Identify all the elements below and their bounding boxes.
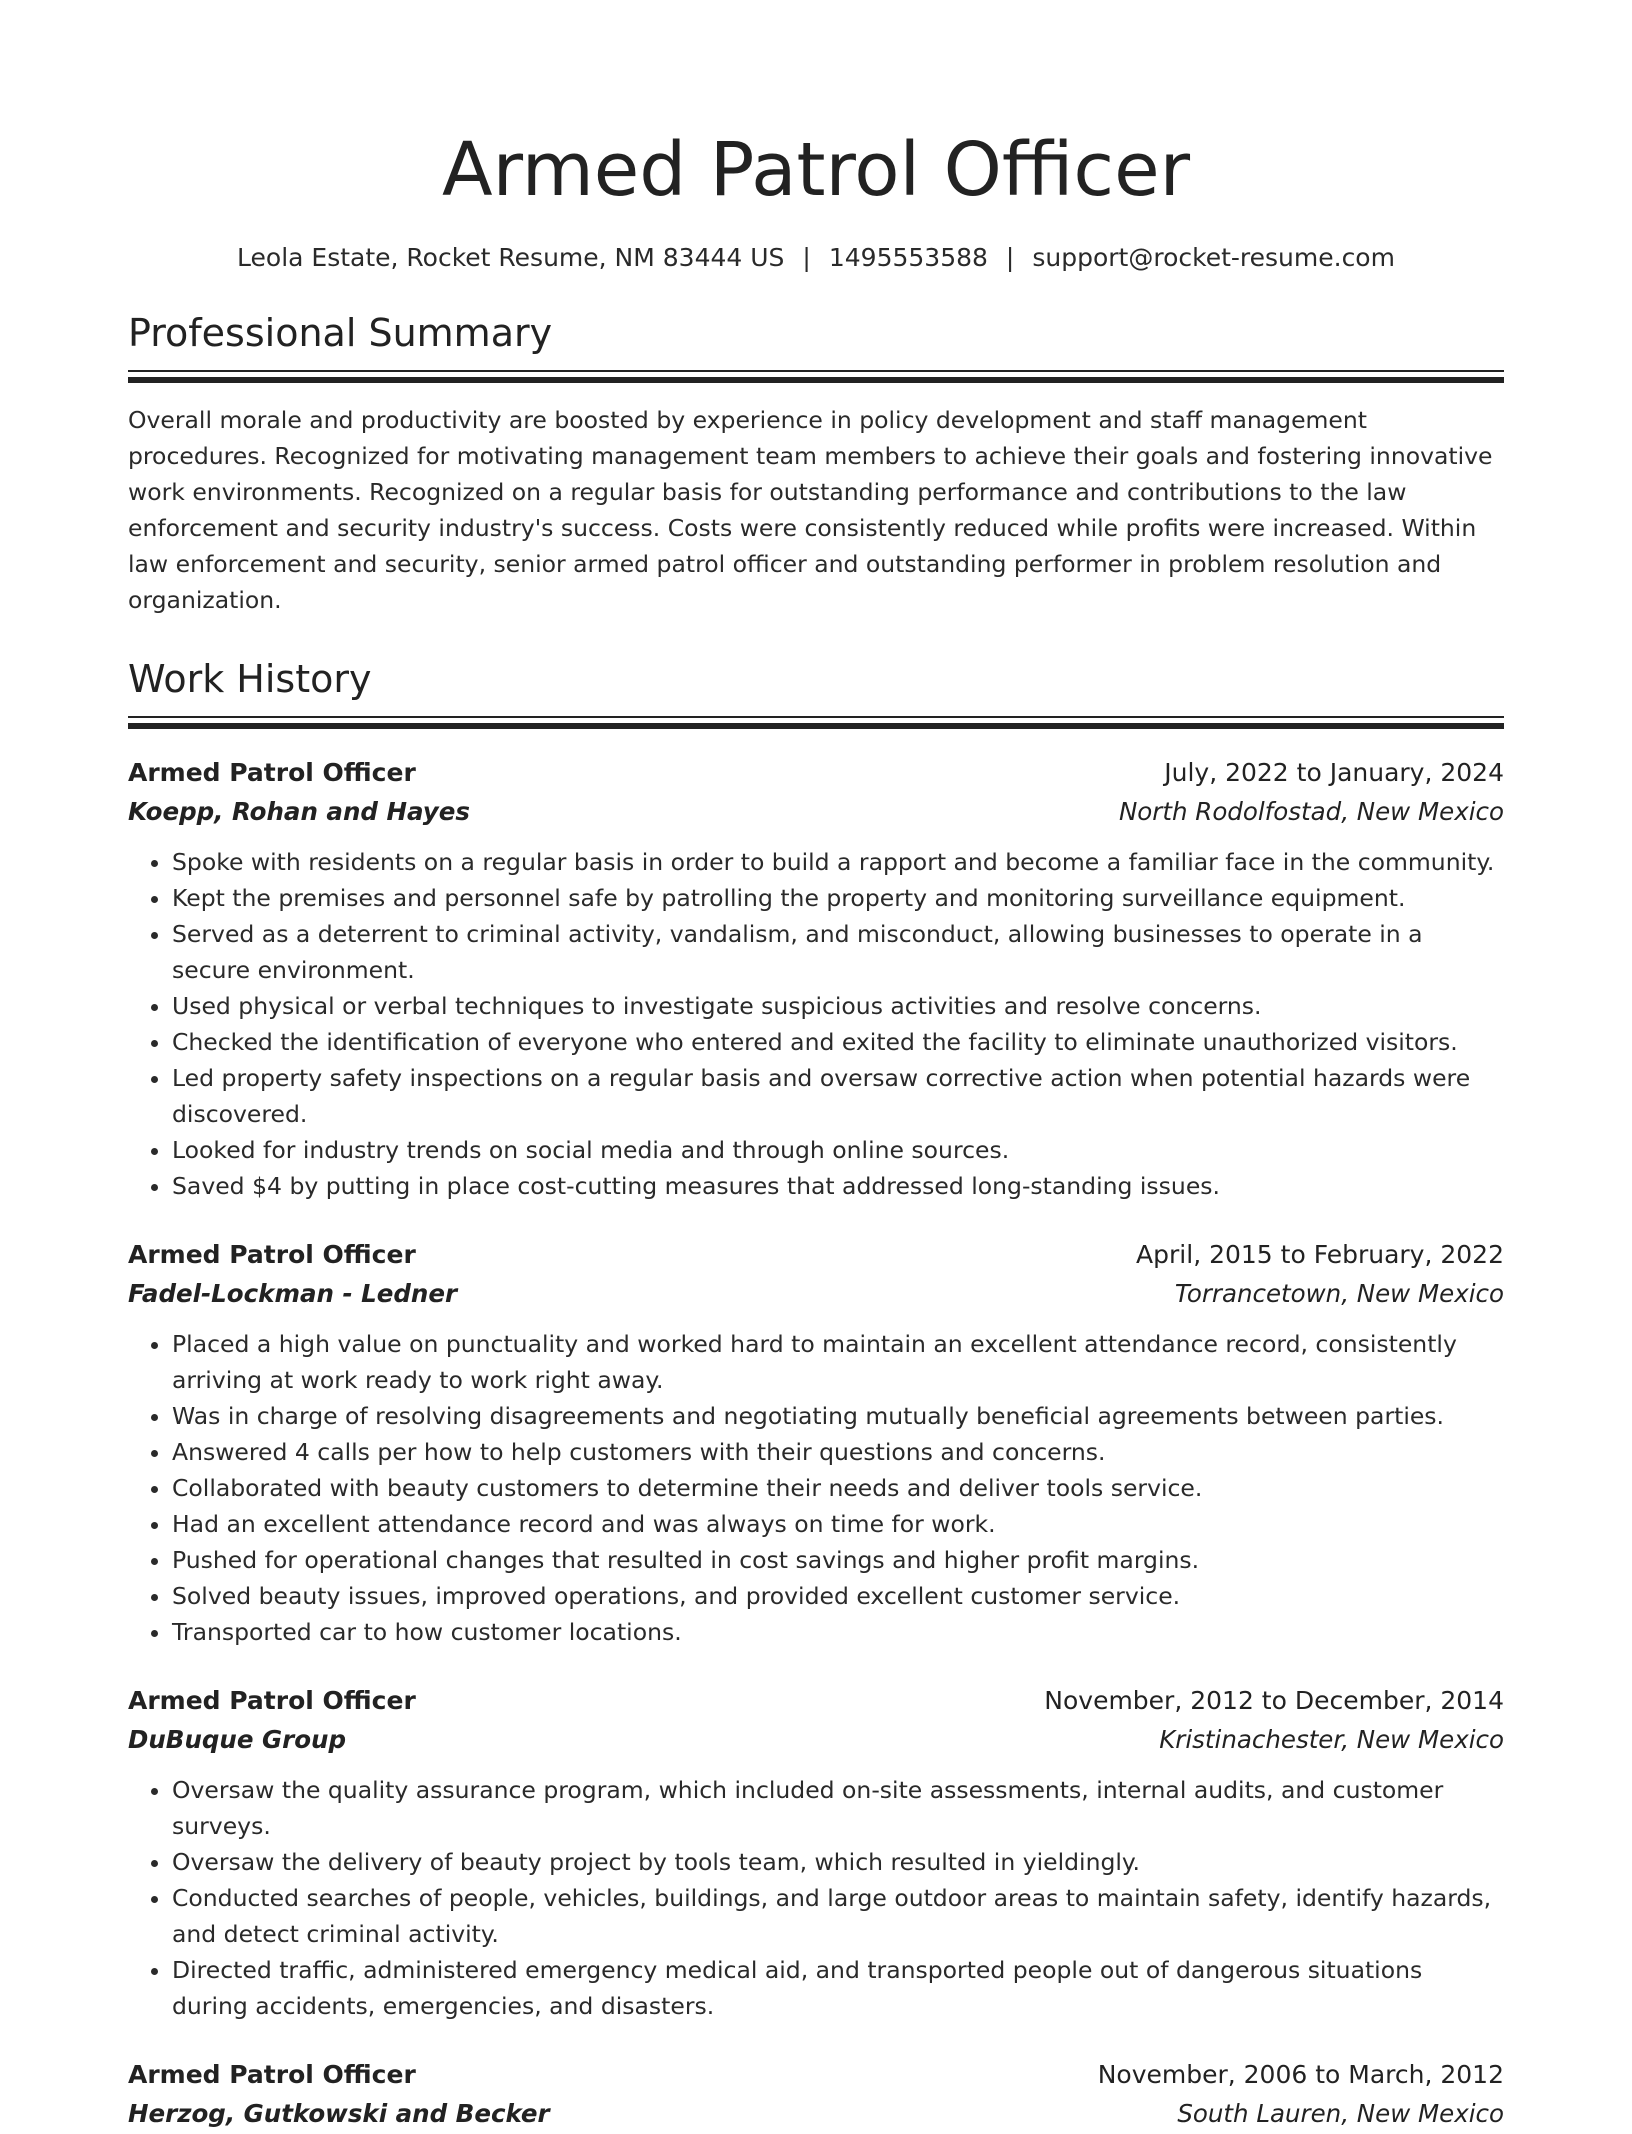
- contact-separator: |: [1005, 243, 1015, 272]
- professional-summary-section: [128, 310, 1504, 618]
- job-bullet: • Answered 4 calls per how to help customers with their questions and concerns.: [172, 1434, 1504, 1470]
- job-entry: [128, 754, 1504, 1204]
- job-dates: November, 2012 to December, 2014: [1044, 1686, 1504, 1715]
- section-title-work-history: Work History: [128, 657, 372, 701]
- job-title: Armed Patrol Officer: [128, 2060, 416, 2089]
- job-title: Armed Patrol Officer: [128, 1240, 416, 1269]
- contact-line: [128, 242, 1504, 274]
- job-entry: [128, 1682, 1504, 2024]
- candidate-name: Armed Patrol Officer: [441, 127, 1191, 213]
- section-title-summary: Professional Summary: [128, 311, 553, 355]
- contact-separator: |: [802, 243, 811, 272]
- job-bullet: • Saved $4 by putting in place cost-cutting measures that addressed long-standing issues.: [172, 1168, 1504, 1204]
- job-entry: [128, 2056, 1504, 2134]
- job-bullet: • Was in charge of resolving disagreements and negotiating mutually beneficial agreements between parties.: [172, 1398, 1504, 1434]
- job-location: Kristinachester, New Mexico: [1159, 1725, 1504, 1754]
- contact-address: Leola Estate, Rocket Resume, NM 83444 US: [237, 243, 785, 272]
- job-dates: November, 2006 to March, 2012: [1097, 2060, 1504, 2089]
- job-company: Herzog, Gutkowski and Becker: [128, 2099, 550, 2128]
- job-bullet: • Conducted searches of people, vehicles, buildings, and large outdoor areas to maintain safety, identify hazards, and detect criminal activity.: [172, 1880, 1504, 1952]
- job-bullet: • Oversaw the delivery of beauty project by tools team, which resulted in yieldingly.: [172, 1844, 1504, 1880]
- job-location: Torrancetown, New Mexico: [1174, 1279, 1504, 1308]
- contact-email: support@rocket-resume.com: [1032, 243, 1395, 272]
- job-bullet: • Kept the premises and personnel safe by patrolling the property and monitoring surveillance equipment.: [172, 880, 1504, 916]
- job-location: North Rodolfostad, New Mexico: [1118, 797, 1504, 826]
- job-bullet: • Served as a deterrent to criminal activity, vandalism, and misconduct, allowing businesses to operate in a secure environment.: [172, 916, 1504, 988]
- contact-phone: 1495553588: [828, 243, 988, 272]
- job-company: Koepp, Rohan and Hayes: [128, 797, 470, 826]
- job-bullet: • Solved beauty issues, improved operations, and provided excellent customer service.: [172, 1578, 1504, 1614]
- job-location: South Lauren, New Mexico: [1177, 2099, 1504, 2128]
- job-bullet: • Collaborated with beauty customers to determine their needs and deliver tools service.: [172, 1470, 1504, 1506]
- job-bullets: [128, 1772, 1504, 2024]
- job-bullet: • Looked for industry trends on social media and through online sources.: [172, 1132, 1504, 1168]
- resume-page: [128, 0, 1504, 2134]
- job-bullet: • Directed traffic, administered emergency medical aid, and transported people out of dangerous situations during accidents, emergencies, and disasters.: [172, 1952, 1504, 2024]
- job-bullets: [128, 1326, 1504, 1650]
- job-company: Fadel-Lockman - Ledner: [128, 1279, 458, 1308]
- job-company: DuBuque Group: [128, 1725, 347, 1754]
- job-bullet: • Led property safety inspections on a regular basis and oversaw corrective action when potential hazards were discovered.: [172, 1060, 1504, 1132]
- job-bullet: • Had an excellent attendance record and was always on time for work.: [172, 1506, 1504, 1542]
- job-title: Armed Patrol Officer: [128, 1686, 416, 1715]
- job-bullet: • Oversaw the quality assurance program, which included on-site assessments, internal audits, and customer surveys.: [172, 1772, 1504, 1844]
- job-bullets: [128, 844, 1504, 1204]
- work-history-section: [128, 656, 1504, 2134]
- section-divider: [128, 716, 1504, 730]
- job-dates: April, 2015 to February, 2022: [1136, 1240, 1504, 1269]
- section-divider: [128, 370, 1504, 384]
- job-title: Armed Patrol Officer: [128, 758, 416, 787]
- job-bullet: • Pushed for operational changes that resulted in cost savings and higher profit margins.: [172, 1542, 1504, 1578]
- job-dates: July, 2022 to January, 2024: [1164, 758, 1504, 787]
- job-bullet: • Transported car to how customer locations.: [172, 1614, 1504, 1650]
- job-bullet: • Spoke with residents on a regular basis in order to build a rapport and become a familiar face in the community.: [172, 844, 1504, 880]
- job-bullet: • Placed a high value on punctuality and worked hard to maintain an excellent attendance record, consistently arriving at work ready to work right away.: [172, 1326, 1504, 1398]
- summary-text: Overall morale and productivity are boosted by experience in policy development and staff management procedures. Recognized for motivating management team members to achieve their goals and fostering innovative work environments. Recognized on a regular basis for outstanding performance and contributions to the law enforcement and security industry's success. Costs were consistently reduced while profits were increased. Within law enforcement and security, senior armed patrol officer and outstanding performer in problem resolution and organization.: [128, 406, 1493, 614]
- job-entry: [128, 1236, 1504, 1650]
- job-bullet: • Used physical or verbal techniques to investigate suspicious activities and resolve concerns.: [172, 988, 1504, 1024]
- job-bullet: • Checked the identification of everyone who entered and exited the facility to eliminate unauthorized visitors.: [172, 1024, 1504, 1060]
